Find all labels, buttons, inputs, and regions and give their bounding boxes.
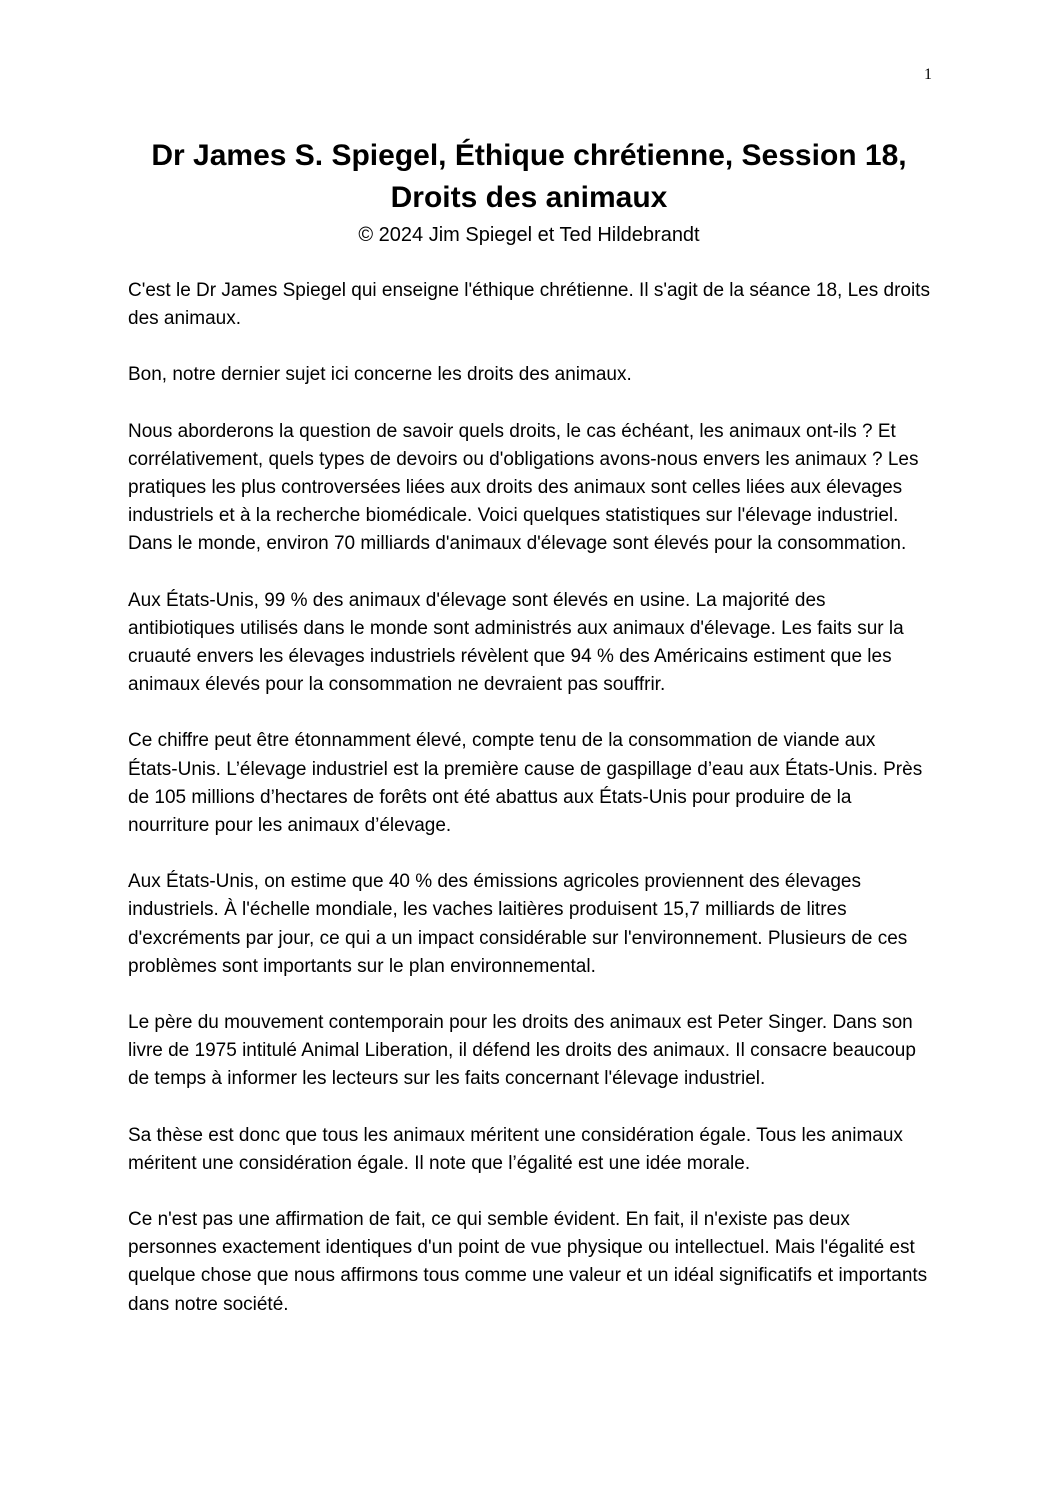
- paragraph: Nous aborderons la question de savoir quels droits, le cas échéant, les animaux ont-ils ? Et corrélativement, quels types de devoirs ou d'obligations avons-nous envers les animaux ? Les pratiques les plus controversées liées aux droits des animaux sont celles liées aux élevages industriels et à la recherche biomédicale. Voici quelques statistiques sur l'élevage industriel. Dans le monde, environ 70 milliards d'animaux d'élevage sont élevés pour la consommation.: [128, 420, 919, 555]
- copyright-line: © 2024 Jim Spiegel et Ted Hildebrandt: [358, 224, 700, 246]
- paragraph: Aux États-Unis, 99 % des animaux d'élevage sont élevés en usine. La majorité des antibiotiques utilisés dans le monde sont administrés aux animaux d'élevage. Les faits sur la cruauté envers les élevages industriels révèlent que 94 % des Américains estiment que les animaux élevés pour la consommation ne devraient pas souffrir.: [128, 589, 904, 696]
- paragraph: Ce n'est pas une affirmation de fait, ce qui semble évident. En fait, il n'existe pas deux personnes exactement identiques d'un point de vue physique ou intellectuel. Mais l'égalité est quelque chose que nous affirmons tous comme une valeur et un idéal significatifs et importants dans notre société.: [128, 1209, 928, 1315]
- title-line-1: Dr James S. Spiegel, Éthique chrétienne, Session 18,: [151, 139, 907, 172]
- paragraph: Aux États-Unis, on estime que 40 % des émissions agricoles proviennent des élevages industriels. À l'échelle mondiale, les vaches laitières produisent 15,7 milliards de litres d'excréments par jour, ce qui a un impact considérable sur l'environnement. Plusieurs de ces problèmes sont importants sur le plan environnemental.: [128, 871, 908, 977]
- page-number: 1: [924, 66, 932, 83]
- title-line-2: Droits des animaux: [390, 181, 668, 214]
- paragraph: C'est le Dr James Spiegel qui enseigne l'éthique chrétienne. Il s'agit de la séance 18, Les droits des animaux.: [128, 280, 930, 330]
- paragraph: Sa thèse est donc que tous les animaux méritent une considération égale. Tous les animaux méritent une considération égale. Il note que l’égalité est une idée morale.: [128, 1124, 903, 1174]
- paragraph: Le père du mouvement contemporain pour les droits des animaux est Peter Singer. Dans son livre de 1975 intitulé Animal Liberation, il défend les droits des animaux. Il consacre beaucoup de temps à informer les lecteurs sur les faits concernant l'élevage industriel.: [128, 1012, 916, 1090]
- paragraph: Bon, notre dernier sujet ici concerne les droits des animaux.: [128, 364, 632, 386]
- body-text: [128, 277, 930, 1347]
- document-title: [110, 135, 948, 219]
- paragraph: Ce chiffre peut être étonnamment élevé, compte tenu de la consommation de viande aux États-Unis. L’élevage industriel est la première cause de gaspillage d’eau aux États-Unis. Près de 105 millions d’hectares de forêts ont été abattus aux États-Unis pour produire de la nourriture pour les animaux d’élevage.: [128, 730, 923, 837]
